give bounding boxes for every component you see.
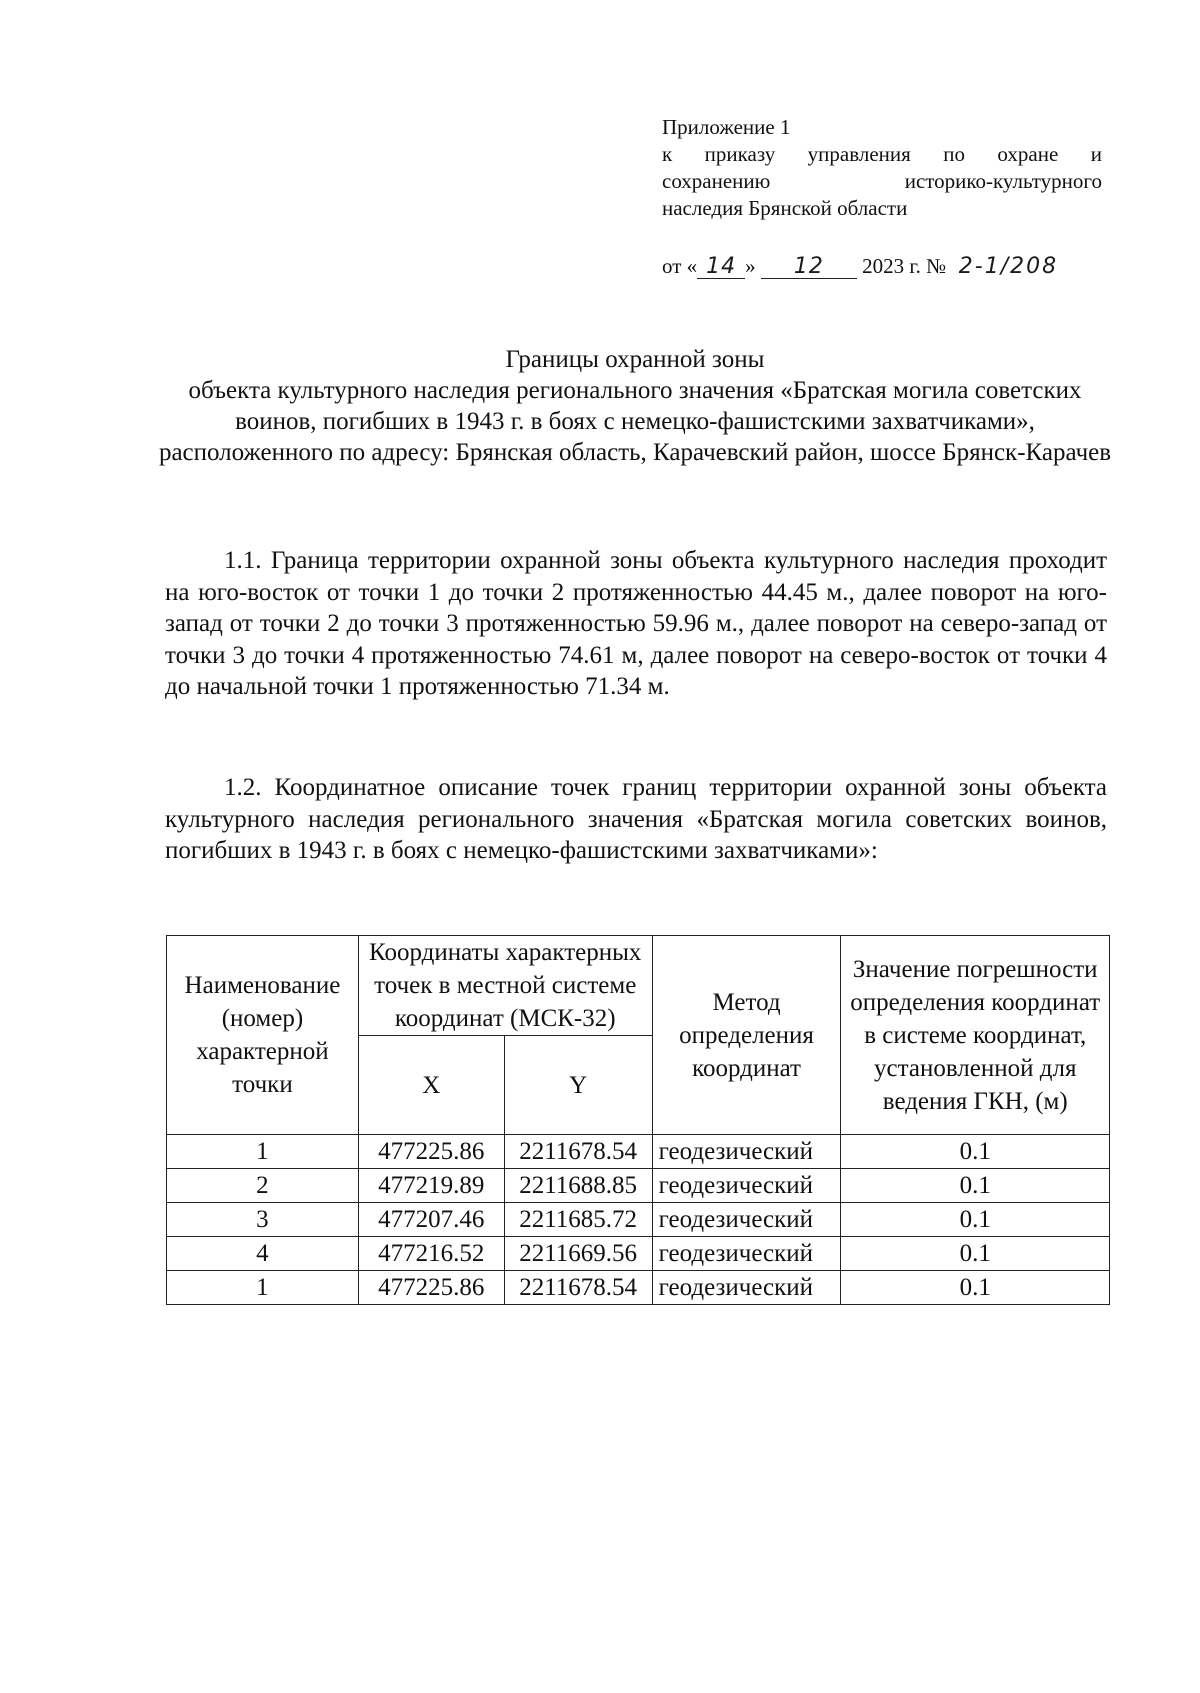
year-text: 2023 г. №: [862, 254, 947, 278]
document-title: [150, 344, 1120, 468]
header-point-name: Наименование (номер) характерной точки: [167, 936, 359, 1135]
handwritten-order-number: 2-1/208: [958, 254, 1059, 279]
table-row: [167, 1169, 1110, 1203]
header-x: X: [358, 1036, 504, 1135]
title-line-2: объекта культурного наследия регионального значения «Братская могила советских воинов, погибших в 1943 г. в боях с немецко-фашистскими захватчиками», расположенного по адресу: Брянская область, Карачевский район, шоссе Брянск-Карачев: [158, 377, 1112, 466]
title-line-1: Границы охранной зоны: [505, 346, 765, 373]
cell-y: 2211688.85: [504, 1169, 652, 1203]
cell-method: геодезический: [652, 1237, 841, 1271]
coordinates-table: [166, 935, 1110, 1305]
header-y: Y: [504, 1036, 652, 1135]
cell-error: 0.1: [841, 1203, 1110, 1237]
cell-y: 2211678.54: [504, 1271, 652, 1305]
cell-error: 0.1: [841, 1271, 1110, 1305]
appendix-label: Приложение 1: [662, 115, 791, 139]
cell-y: 2211678.54: [504, 1135, 652, 1169]
paragraph-1-2: 1.2. Координатное описание точек границ территории охранной зоны объекта культурного наследия регионального значения «Братская могила советских воинов, погибших в 1943 г. в боях с немецко-фашистскими захватчиками»:: [165, 774, 1107, 864]
header-coordinates: Координаты характерных точек в местной системе координат (МСК-32): [358, 936, 652, 1036]
cell-y: 2211669.56: [504, 1237, 652, 1271]
table-row: [167, 1271, 1110, 1305]
cell-x: 477207.46: [358, 1203, 504, 1237]
cell-x: 477216.52: [358, 1237, 504, 1271]
cell-error: 0.1: [841, 1237, 1110, 1271]
cell-method: геодезический: [652, 1135, 841, 1169]
header-method: Метод определения координат: [652, 936, 841, 1135]
cell-y: 2211685.72: [504, 1203, 652, 1237]
cell-x: 477225.86: [358, 1135, 504, 1169]
order-date-line: [662, 252, 1122, 280]
handwritten-day: 14: [697, 256, 745, 279]
cell-point: 2: [167, 1169, 359, 1203]
cell-error: 0.1: [841, 1169, 1110, 1203]
cell-error: 0.1: [841, 1135, 1110, 1169]
cell-x: 477219.89: [358, 1169, 504, 1203]
cell-point: 1: [167, 1271, 359, 1305]
header-error: Значение погрешности определения координат в системе координат, установленной для ведения ГКН, (м): [841, 936, 1110, 1135]
appendix-line-3: наследия Брянской области: [662, 196, 908, 220]
handwritten-month: 12: [761, 256, 857, 279]
appendix-line-2: сохранению историко-культурного: [662, 169, 1102, 193]
cell-point: 4: [167, 1237, 359, 1271]
paragraph-1-1: 1.1. Граница территории охранной зоны объекта культурного наследия проходит на юго-восток от точки 1 до точки 2 протяженностью 44.45 м., далее поворот на юго- запад от точки 2 до точки 3 протяженностью 59.96 м., далее поворот на северо-запад от точки 3 до точки 4 протяженностью 74.61 м, далее поворот на северо-восток от точки 4 до начальной точки 1 протяженностью 71.34 м.: [165, 547, 1107, 700]
appendix-block: [662, 114, 1102, 222]
cell-x: 477225.86: [358, 1271, 504, 1305]
table-row: [167, 1237, 1110, 1271]
cell-method: геодезический: [652, 1169, 841, 1203]
date-mid: »: [745, 254, 756, 278]
appendix-line-1: к приказу управления по охране и: [662, 142, 1102, 166]
cell-method: геодезический: [652, 1203, 841, 1237]
table-row: [167, 1203, 1110, 1237]
cell-method: геодезический: [652, 1271, 841, 1305]
cell-point: 3: [167, 1203, 359, 1237]
date-prefix: от «: [662, 254, 698, 278]
cell-point: 1: [167, 1135, 359, 1169]
table-row: [167, 1135, 1110, 1169]
